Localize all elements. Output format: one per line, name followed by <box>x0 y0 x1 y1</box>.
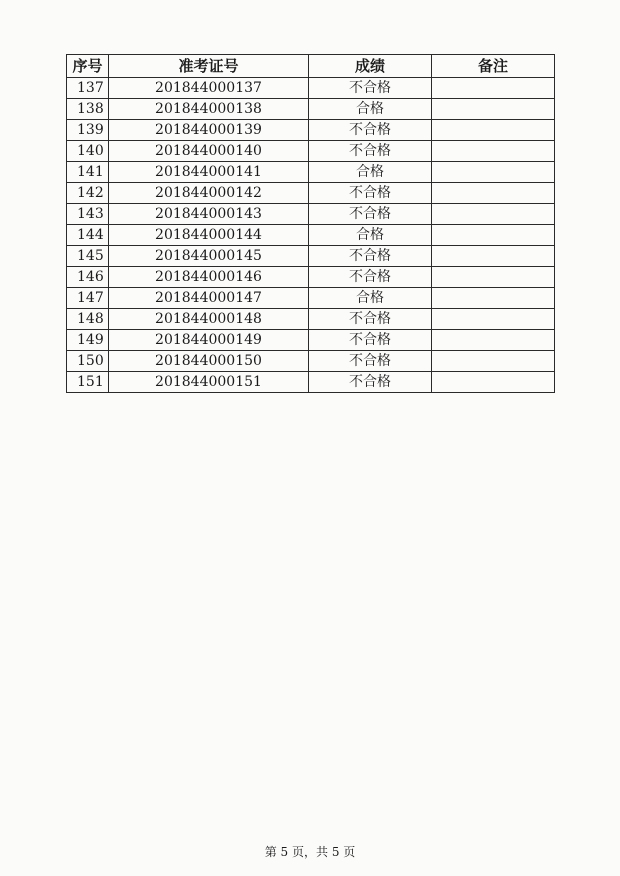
cell-exam-id: 201844000139 <box>109 120 309 141</box>
cell-exam-id: 201844000143 <box>109 204 309 225</box>
cell-exam-id: 201844000145 <box>109 246 309 267</box>
cell-result: 不合格 <box>309 267 432 288</box>
cell-seq: 150 <box>67 351 109 372</box>
table-row <box>67 246 555 267</box>
page-footer: 第 5 页，共 5 页 <box>264 845 356 859</box>
header-result: 成绩 <box>309 55 432 78</box>
table-row <box>67 141 555 162</box>
cell-remark <box>432 225 555 246</box>
cell-remark <box>432 183 555 204</box>
cell-exam-id: 201844000138 <box>109 99 309 120</box>
results-table <box>66 54 555 393</box>
cell-remark <box>432 99 555 120</box>
cell-exam-id: 201844000140 <box>109 141 309 162</box>
cell-exam-id: 201844000142 <box>109 183 309 204</box>
table-row <box>67 204 555 225</box>
cell-result: 合格 <box>309 99 432 120</box>
table-row <box>67 267 555 288</box>
table-row <box>67 99 555 120</box>
table-row <box>67 288 555 309</box>
table-row <box>67 372 555 393</box>
cell-remark <box>432 351 555 372</box>
cell-exam-id: 201844000146 <box>109 267 309 288</box>
cell-exam-id: 201844000151 <box>109 372 309 393</box>
cell-result: 不合格 <box>309 183 432 204</box>
table-header-row <box>67 55 555 78</box>
cell-exam-id: 201844000141 <box>109 162 309 183</box>
cell-exam-id: 201844000149 <box>109 330 309 351</box>
cell-seq: 146 <box>67 267 109 288</box>
table-row <box>67 162 555 183</box>
cell-result: 不合格 <box>309 246 432 267</box>
header-exam-id: 准考证号 <box>109 55 309 78</box>
cell-remark <box>432 78 555 99</box>
cell-exam-id: 201844000150 <box>109 351 309 372</box>
table-row <box>67 183 555 204</box>
cell-seq: 144 <box>67 225 109 246</box>
table-row <box>67 351 555 372</box>
cell-remark <box>432 246 555 267</box>
cell-seq: 151 <box>67 372 109 393</box>
cell-result: 不合格 <box>309 309 432 330</box>
cell-seq: 148 <box>67 309 109 330</box>
cell-remark <box>432 372 555 393</box>
table-body <box>67 78 555 393</box>
cell-result: 合格 <box>309 162 432 183</box>
cell-remark <box>432 141 555 162</box>
cell-result: 不合格 <box>309 78 432 99</box>
header-remark: 备注 <box>432 55 555 78</box>
cell-remark <box>432 204 555 225</box>
cell-result: 不合格 <box>309 204 432 225</box>
table-row <box>67 225 555 246</box>
cell-seq: 140 <box>67 141 109 162</box>
cell-exam-id: 201844000144 <box>109 225 309 246</box>
header-seq: 序号 <box>67 55 109 78</box>
table-row <box>67 330 555 351</box>
cell-exam-id: 201844000147 <box>109 288 309 309</box>
cell-exam-id: 201844000137 <box>109 78 309 99</box>
cell-remark <box>432 267 555 288</box>
cell-seq: 149 <box>67 330 109 351</box>
cell-seq: 142 <box>67 183 109 204</box>
cell-result: 不合格 <box>309 141 432 162</box>
cell-remark <box>432 309 555 330</box>
cell-result: 合格 <box>309 225 432 246</box>
cell-remark <box>432 288 555 309</box>
cell-remark <box>432 120 555 141</box>
cell-seq: 143 <box>67 204 109 225</box>
table-row <box>67 120 555 141</box>
cell-seq: 145 <box>67 246 109 267</box>
cell-seq: 137 <box>67 78 109 99</box>
cell-remark <box>432 330 555 351</box>
cell-exam-id: 201844000148 <box>109 309 309 330</box>
cell-seq: 141 <box>67 162 109 183</box>
cell-seq: 139 <box>67 120 109 141</box>
cell-remark <box>432 162 555 183</box>
table-row <box>67 309 555 330</box>
cell-result: 不合格 <box>309 351 432 372</box>
cell-result: 不合格 <box>309 372 432 393</box>
table-row <box>67 78 555 99</box>
cell-result: 不合格 <box>309 120 432 141</box>
cell-seq: 138 <box>67 99 109 120</box>
cell-seq: 147 <box>67 288 109 309</box>
cell-result: 合格 <box>309 288 432 309</box>
cell-result: 不合格 <box>309 330 432 351</box>
